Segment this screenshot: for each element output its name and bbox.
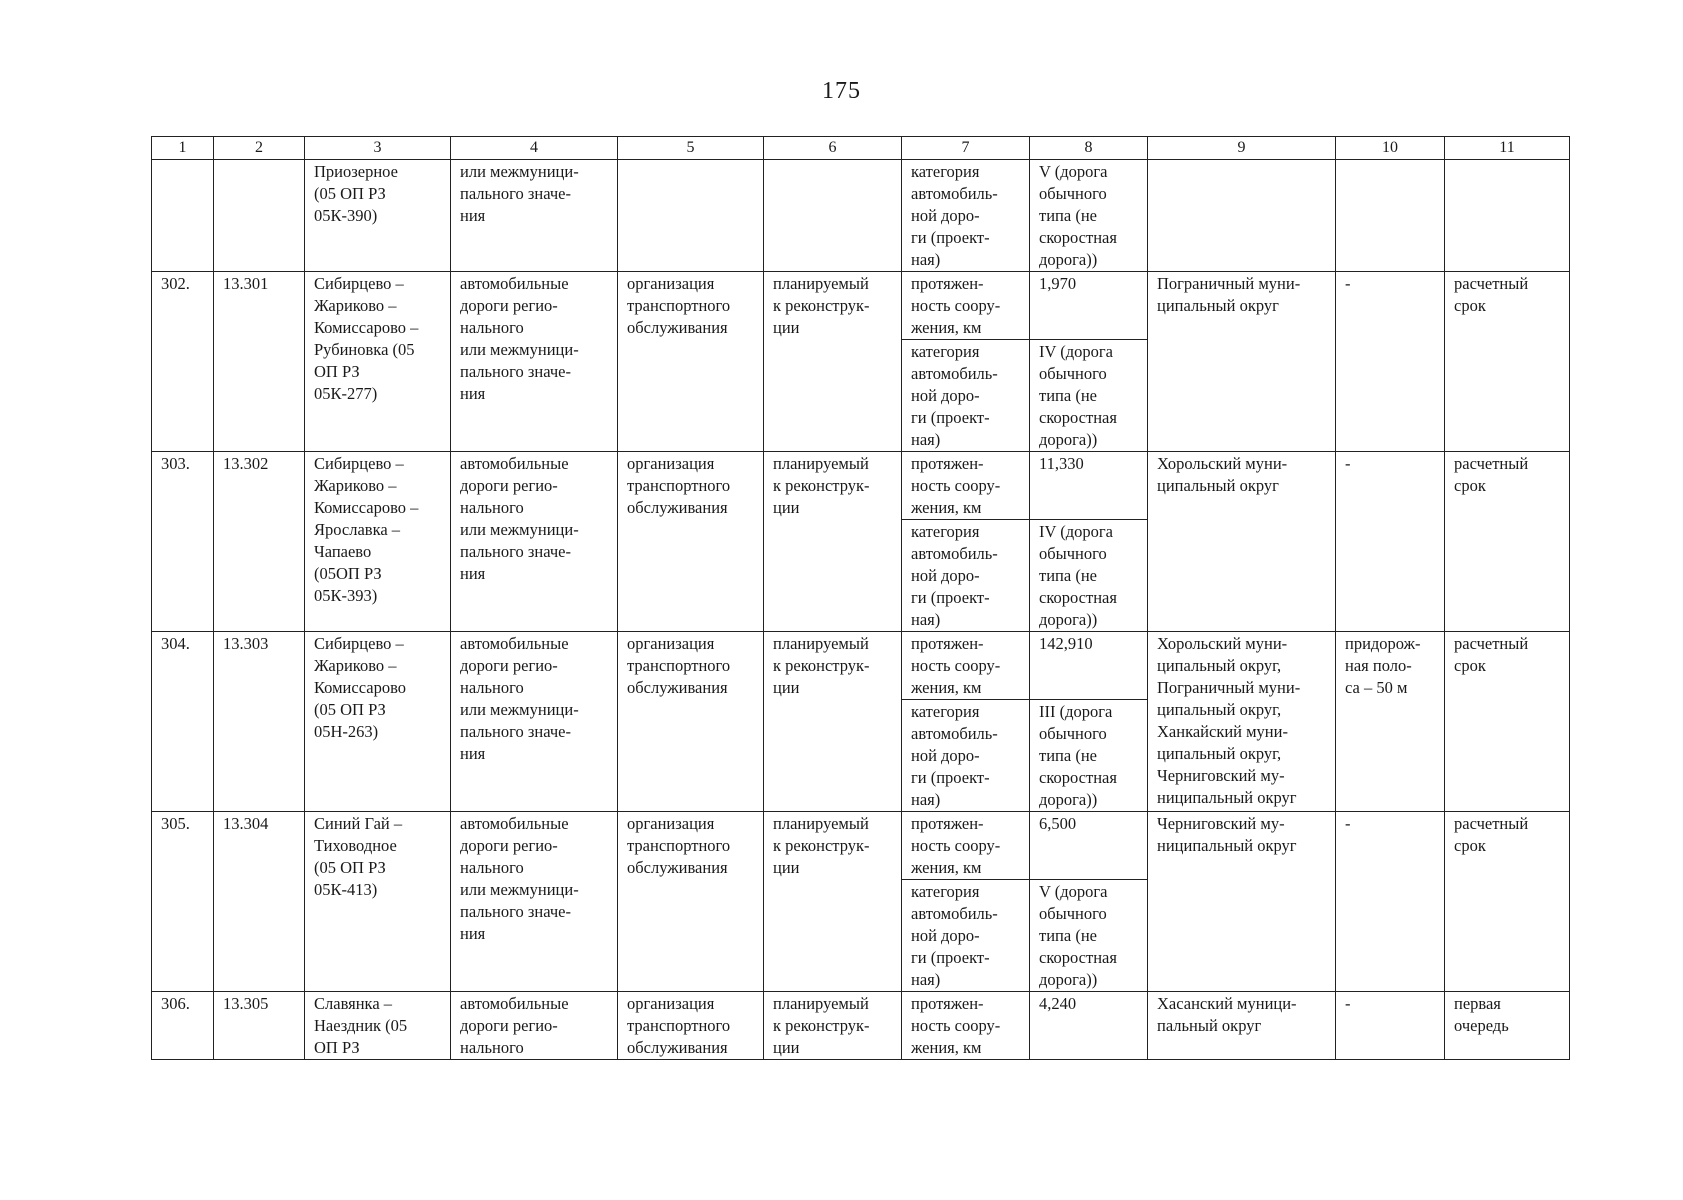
cell-parameter: категория автомобиль- ной доро- ги (проект- ная) [902, 520, 1030, 632]
cell-value: V (дорога обычного типа (не скоростная дорога)) [1030, 160, 1148, 272]
continued-row [152, 160, 1570, 272]
cell-purpose: или межмуници- пального значе- ния [451, 160, 618, 272]
cell-status: планируемый к реконструк- ции [764, 992, 902, 1060]
cell-function: организация транспортного обслуживания [618, 632, 764, 812]
cell-code: 13.301 [214, 272, 305, 452]
cell-road-name: Сибирцево – Жариково – Комиссарово – Ярославка – Чапаево (05ОП РЗ 05К-393) [305, 452, 451, 632]
cell-zone: - [1336, 272, 1445, 452]
cell-term: первая очередь [1445, 992, 1570, 1060]
cell-status: планируемый к реконструк- ции [764, 452, 902, 632]
cell-zone: - [1336, 812, 1445, 992]
table-row [152, 992, 1570, 1060]
cell-parameter: протяжен- ность соору- жения, км [902, 452, 1030, 520]
cell-code: 13.303 [214, 632, 305, 812]
cell-status: планируемый к реконструк- ции [764, 272, 902, 452]
column-number: 7 [902, 137, 1030, 160]
cell-value: IV (дорога обычного типа (не скоростная дорога)) [1030, 520, 1148, 632]
cell-number [152, 160, 214, 272]
cell-function [618, 160, 764, 272]
table-row [152, 452, 1570, 520]
cell-code: 13.302 [214, 452, 305, 632]
column-number: 3 [305, 137, 451, 160]
cell-number: 302. [152, 272, 214, 452]
cell-value: 142,910 [1030, 632, 1148, 700]
column-number: 11 [1445, 137, 1570, 160]
cell-term: расчетный срок [1445, 812, 1570, 992]
column-number: 2 [214, 137, 305, 160]
cell-number: 305. [152, 812, 214, 992]
cell-status [764, 160, 902, 272]
cell-parameter: протяжен- ность соору- жения, км [902, 812, 1030, 880]
cell-value: III (дорога обычного типа (не скоростная дорога)) [1030, 700, 1148, 812]
cell-parameter: категория автомобиль- ной доро- ги (проект- ная) [902, 880, 1030, 992]
cell-number: 303. [152, 452, 214, 632]
cell-parameter: протяжен- ность соору- жения, км [902, 632, 1030, 700]
cell-road-name: Приозерное (05 ОП РЗ 05К-390) [305, 160, 451, 272]
column-number: 1 [152, 137, 214, 160]
cell-status: планируемый к реконструк- ции [764, 632, 902, 812]
cell-parameter: категория автомобиль- ной доро- ги (проект- ная) [902, 700, 1030, 812]
cell-code: 13.304 [214, 812, 305, 992]
cell-term: расчетный срок [1445, 452, 1570, 632]
cell-value: 1,970 [1030, 272, 1148, 340]
cell-number: 304. [152, 632, 214, 812]
cell-purpose: автомобильные дороги регио- нального или межмуници- пального значе- ния [451, 272, 618, 452]
cell-zone: придорож- ная поло- са – 50 м [1336, 632, 1445, 812]
column-number: 8 [1030, 137, 1148, 160]
cell-district [1148, 160, 1336, 272]
cell-road-name: Синий Гай – Тиховодное (05 ОП РЗ 05К-413) [305, 812, 451, 992]
cell-value: V (дорога обычного типа (не скоростная дорога)) [1030, 880, 1148, 992]
cell-term: расчетный срок [1445, 272, 1570, 452]
cell-district: Хорольский муни- ципальный округ, Пограничный муни- ципальный округ, Ханкайский муни- ципальный округ, Черниговский му- ниципальный округ [1148, 632, 1336, 812]
cell-code: 13.305 [214, 992, 305, 1060]
road-objects-table [151, 136, 1570, 1060]
cell-term [1445, 160, 1570, 272]
column-number: 9 [1148, 137, 1336, 160]
cell-road-name: Славянка – Наездник (05 ОП РЗ [305, 992, 451, 1060]
column-number: 5 [618, 137, 764, 160]
column-number-row [152, 137, 1570, 160]
cell-term: расчетный срок [1445, 632, 1570, 812]
cell-district: Хасанский муници- пальный округ [1148, 992, 1336, 1060]
cell-code [214, 160, 305, 272]
table-row [152, 272, 1570, 340]
cell-number: 306. [152, 992, 214, 1060]
cell-zone [1336, 160, 1445, 272]
table-row [152, 632, 1570, 700]
column-number: 10 [1336, 137, 1445, 160]
page-number: 175 [822, 78, 861, 104]
cell-function: организация транспортного обслуживания [618, 452, 764, 632]
cell-function: организация транспортного обслуживания [618, 272, 764, 452]
cell-road-name: Сибирцево – Жариково – Комиссарово – Рубиновка (05 ОП РЗ 05К-277) [305, 272, 451, 452]
cell-parameter: протяжен- ность соору- жения, км [902, 272, 1030, 340]
cell-value: IV (дорога обычного типа (не скоростная дорога)) [1030, 340, 1148, 452]
cell-district: Хорольский муни- ципальный округ [1148, 452, 1336, 632]
cell-purpose: автомобильные дороги регио- нального или межмуници- пального значе- ния [451, 812, 618, 992]
cell-value: 11,330 [1030, 452, 1148, 520]
cell-purpose: автомобильные дороги регио- нального или межмуници- пального значе- ния [451, 632, 618, 812]
cell-function: организация транспортного обслуживания [618, 992, 764, 1060]
cell-status: планируемый к реконструк- ции [764, 812, 902, 992]
cell-parameter: протяжен- ность соору- жения, км [902, 992, 1030, 1060]
column-number: 4 [451, 137, 618, 160]
cell-value: 4,240 [1030, 992, 1148, 1060]
cell-road-name: Сибирцево – Жариково – Комиссарово (05 ОП РЗ 05Н-263) [305, 632, 451, 812]
cell-purpose: автомобильные дороги регио- нального или межмуници- пального значе- ния [451, 452, 618, 632]
cell-function: организация транспортного обслуживания [618, 812, 764, 992]
cell-value: 6,500 [1030, 812, 1148, 880]
cell-district: Пограничный муни- ципальный округ [1148, 272, 1336, 452]
cell-district: Черниговский му- ниципальный округ [1148, 812, 1336, 992]
cell-zone: - [1336, 452, 1445, 632]
table-row [152, 812, 1570, 880]
cell-zone: - [1336, 992, 1445, 1060]
cell-parameter: категория автомобиль- ной доро- ги (проект- ная) [902, 160, 1030, 272]
column-number: 6 [764, 137, 902, 160]
cell-parameter: категория автомобиль- ной доро- ги (проект- ная) [902, 340, 1030, 452]
cell-purpose: автомобильные дороги регио- нального [451, 992, 618, 1060]
